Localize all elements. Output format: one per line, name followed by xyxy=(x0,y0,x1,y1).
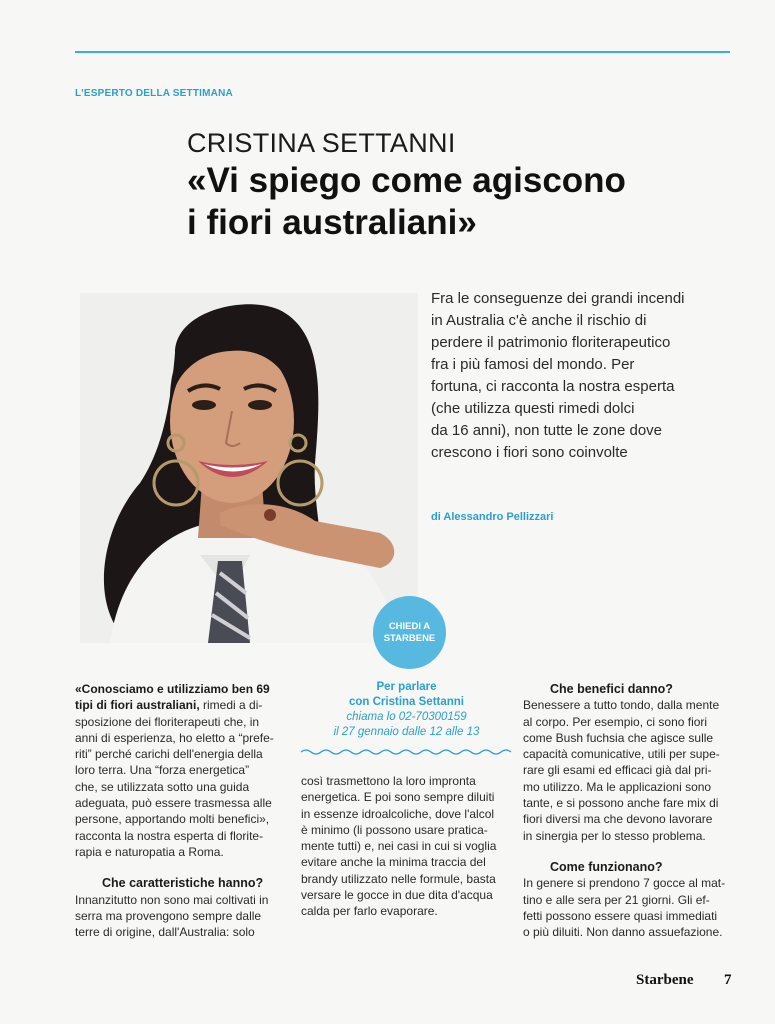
lead-mixed-line xyxy=(75,697,288,713)
headline xyxy=(187,160,747,244)
body-line: che, se utilizzata sotto una guida xyxy=(75,779,250,794)
body-line: così trasmettono la loro impronta xyxy=(301,774,476,788)
badge-line-2: STARBENE xyxy=(383,632,436,644)
body-line: come Bush fuchsia che agisce sulle xyxy=(523,730,714,745)
body-line: calda per farlo evaporare. xyxy=(301,904,438,919)
intro-line: crescono i fiori sono coinvolte xyxy=(431,444,628,461)
body-line: rare gli esami ed efficaci già dal pri- xyxy=(523,763,712,778)
intro-paragraph xyxy=(431,288,731,464)
body-line: adeguata, può essere trasmessa alle xyxy=(75,796,272,811)
intro-line: fra i più famosi del mondo. Per xyxy=(431,356,635,373)
intro-line: (che utilizza questi rimedi dolci xyxy=(431,400,635,417)
section-label: L'ESPERTO DELLA SETTIMANA xyxy=(75,88,233,99)
body-line: energetica. E poi sono sempre diluiti xyxy=(301,790,495,805)
page-number: 7 xyxy=(724,972,732,988)
body-line: versare le gocce in due dita d'acqua xyxy=(301,888,493,903)
subhead-funzionano: Come funzionano? xyxy=(550,859,663,874)
body-line: persone, apportando molti benefici», xyxy=(75,812,270,827)
body-line: fiori diversi ma che devono lavorare xyxy=(523,812,713,827)
phone-callout xyxy=(301,680,512,740)
byline: di Alessandro Pellizzari xyxy=(431,511,554,523)
body-line: racconta la nostra esperta di florite- xyxy=(75,828,264,843)
callout-date: il 27 gennaio dalle 12 alle 13 xyxy=(333,726,480,738)
body-line: mo utilizzo. Ma le applicazioni sono xyxy=(523,779,712,794)
callout-line-2: con Cristina Settanni xyxy=(348,696,465,708)
body-line: in essenze idroalcoliche, dove l'alcol xyxy=(301,806,495,821)
body-line: rapia e naturopatia a Roma. xyxy=(75,844,224,859)
body-line: tino e alle sera per 21 giorni. Gli ef- xyxy=(523,892,710,907)
body-line: loro terra. Una “forza energetica” xyxy=(75,763,250,778)
wavy-divider xyxy=(301,748,512,756)
body-line: o più diluiti. Non danno assuefazione. xyxy=(523,925,723,940)
body-line: anni di esperienza, ho eletto a “prefe- xyxy=(75,730,274,745)
lead-bold-line: «Conosciamo e utilizziamo ben 69 xyxy=(75,682,270,696)
expert-portrait-photo xyxy=(80,293,418,643)
body-line: serra ma provengono sempre dalle xyxy=(75,908,262,923)
chiedi-a-starbene-badge xyxy=(373,596,446,669)
body-line: sposizione dei floriterapeuti che, in xyxy=(75,714,260,729)
article-column-1 xyxy=(75,681,288,940)
body-line: fetti possono essere quasi immediati xyxy=(523,908,718,923)
body-line: In genere si prendono 7 gocce al mat- xyxy=(523,876,726,891)
article-column-2 xyxy=(301,773,512,920)
intro-line: da 16 anni), non tutte le zone dove xyxy=(431,422,663,439)
body-line: mente tutti) e, nei casi in cui si voglia xyxy=(301,839,497,854)
body-line: evitare anche la minima traccia del xyxy=(301,855,486,870)
headline-line-1: «Vi spiego come agiscono xyxy=(187,161,626,200)
intro-line: in Australia c'è anche il rischio di xyxy=(431,312,647,329)
article-column-3 xyxy=(523,681,739,940)
lead-bold-inline: tipi di fiori australiani, xyxy=(75,698,200,713)
body-line: riti” perché carichi dell'energia della xyxy=(75,747,263,762)
subhead-caratteristiche: Che caratteristiche hanno? xyxy=(102,876,264,891)
body-line: capacità comunicative, utili per supe- xyxy=(523,747,720,762)
headline-line-2: i fiori australiani» xyxy=(187,203,477,242)
body-line: tante, e si possono anche fare mix di xyxy=(523,796,719,811)
body-line: è minimo (li possono usare pratica- xyxy=(301,822,488,837)
body-line: terre di origine, dall'Australia: solo xyxy=(75,925,255,940)
intro-line: fortuna, ci racconta la nostra esperta xyxy=(431,378,675,395)
body-line: al corpo. Per esempio, ci sono fiori xyxy=(523,714,708,729)
lead-inline-rest: rimedi a di- xyxy=(199,698,263,713)
body-line: Innanzitutto non sono mai coltivati in xyxy=(75,892,269,907)
intro-line: Fra le conseguenze dei grandi incendi xyxy=(431,290,685,307)
body-line: brandy utilizzato nelle formule, basta xyxy=(301,871,496,886)
badge-line-1: CHIEDI A xyxy=(388,620,431,632)
intro-line: perdere il patrimonio floriterapeutico xyxy=(431,334,671,351)
body-line: in sinergia per lo stesso problema. xyxy=(523,828,706,843)
top-rule xyxy=(75,51,730,53)
callout-phone: chiama lo 02-70300159 xyxy=(346,711,467,723)
expert-name: CRISTINA SETTANNI xyxy=(187,128,456,158)
subhead-benefici: Che benefici danno? xyxy=(550,682,673,696)
callout-line-1: Per parlare xyxy=(376,681,437,693)
body-line: Benessere a tutto tondo, dalla mente xyxy=(523,698,720,713)
magazine-brand: Starbene xyxy=(636,972,694,988)
